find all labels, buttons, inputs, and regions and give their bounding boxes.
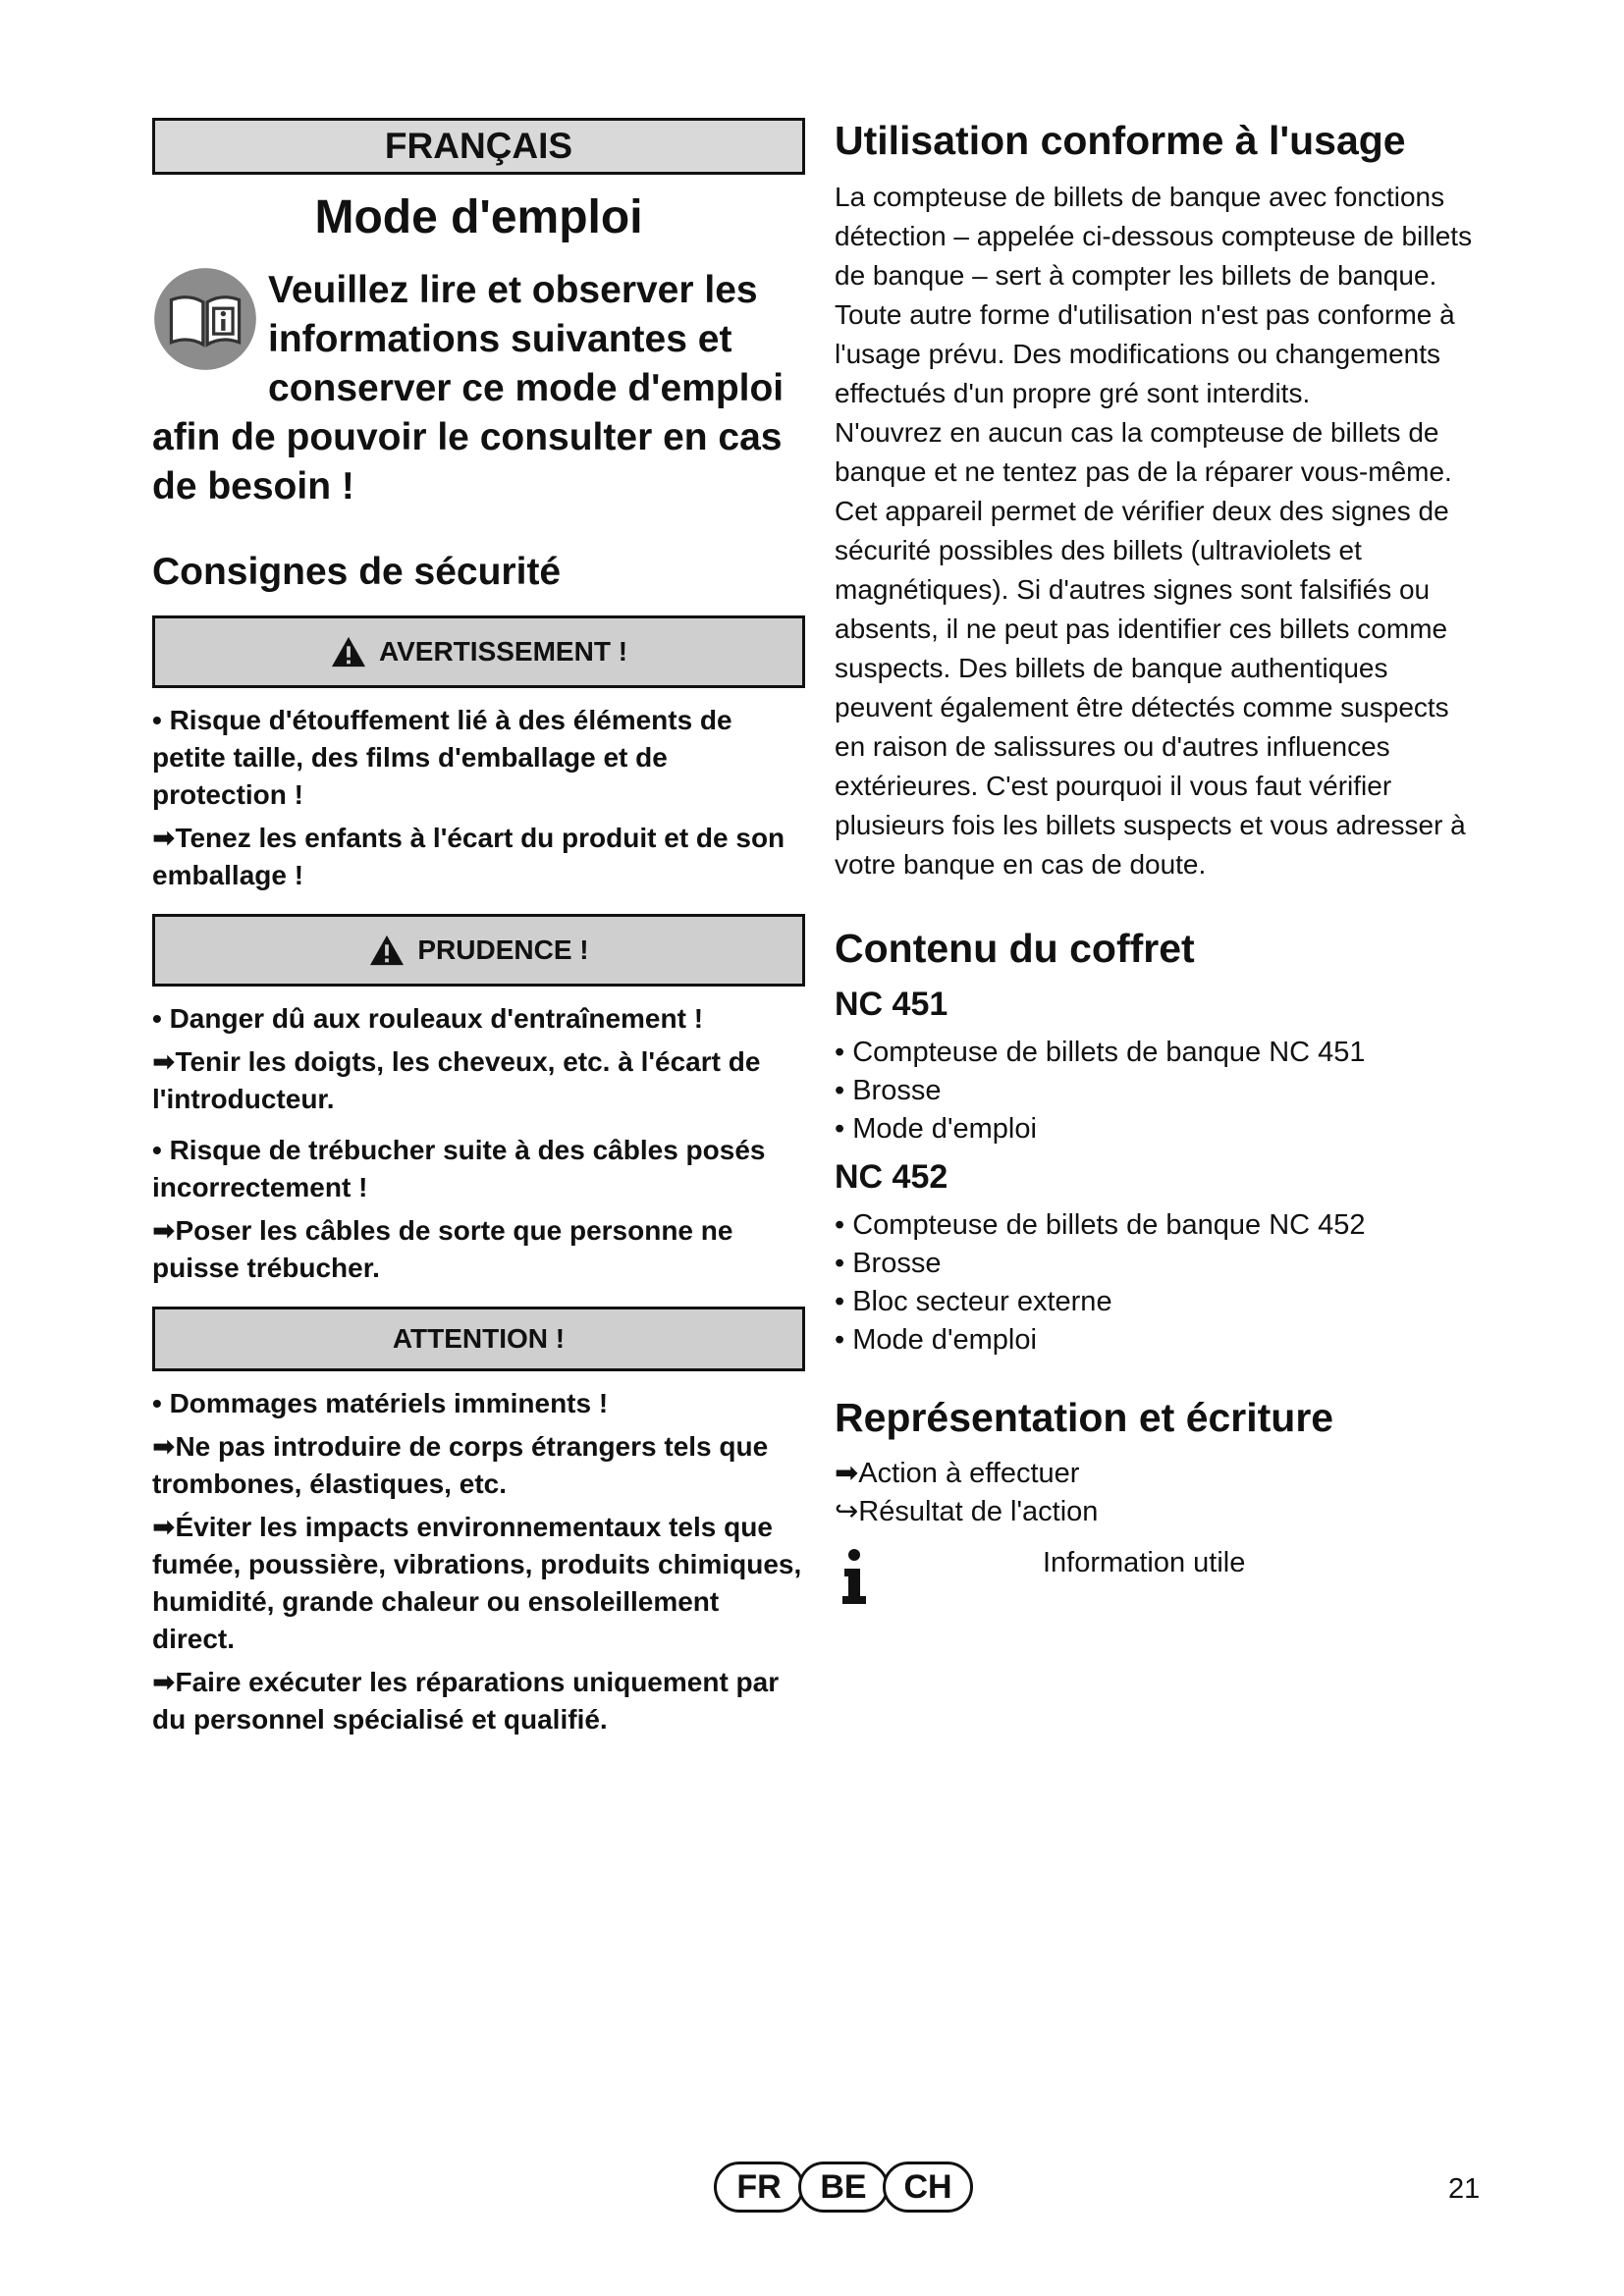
attention-item: • Dommages matériels imminents ! [152, 1388, 609, 1418]
country-badges [714, 2162, 967, 2213]
attention-label: ATTENTION ! [392, 1323, 566, 1354]
warning-item: • Risque d'étouffement lié à des éléments de petite taille, des films d'emballage et de protection ! [152, 705, 732, 810]
list-item: • Brosse [835, 1248, 942, 1279]
warning-label: AVERTISSEMENT ! [378, 636, 628, 667]
caution-label: PRUDENCE ! [417, 934, 589, 965]
contents-title: Contenu du coffret [835, 926, 1195, 971]
info-icon [835, 1547, 874, 1606]
caution-header [152, 914, 805, 987]
list-item: • Compteuse de billets de banque NC 452 [835, 1209, 1366, 1241]
left-column [152, 118, 805, 1738]
read-manual-icon [152, 266, 258, 372]
warning-action: ➡Tenez les enfants à l'écart du produit et de son emballage ! [152, 823, 785, 890]
list-item: • Mode d'emploi [835, 1113, 1037, 1145]
representation-title: Représentation et écriture [835, 1395, 1334, 1440]
attention-action: ➡Ne pas introduire de corps étrangers tels que trombones, élastiques, etc. [152, 1431, 769, 1499]
language-label: FRANÇAIS [384, 126, 573, 166]
country-badge: BE [798, 2162, 889, 2213]
language-header [152, 118, 805, 175]
attention-action: ➡Faire exécuter les réparations uniquement par du personnel spécialisé et qualifié. [152, 1667, 780, 1735]
usage-paragraph: La compteuse de billets de banque avec fonctions détection – appelée ci-dessous compteuse de billets de banque – sert à compter les billets de banque. Toute autre forme d'utilisation n'est pas conforme à l'usage prévu. Des modifications ou changements effectués d'un propre gré sont interdits. [835, 182, 1473, 408]
usage-title: Utilisation conforme à l'usage [835, 118, 1406, 163]
safety-title: Consignes de sécurité [152, 551, 562, 593]
page-title: Mode d'emploi [314, 191, 643, 243]
warning-triangle-icon [368, 934, 406, 967]
intro-notice [152, 266, 805, 511]
list-item: • Brosse [835, 1075, 942, 1106]
caution-item: • Risque de trébucher suite à des câbles posés incorrectement ! [152, 1135, 766, 1202]
caution-action: ➡Poser les câbles de sorte que personne ne puisse trébucher. [152, 1215, 733, 1283]
nc452-title: NC 452 [835, 1158, 948, 1196]
list-item: • Bloc secteur externe [835, 1286, 1112, 1317]
country-badge: CH [883, 2162, 973, 2213]
action-legend: ➡Action à effectuer [835, 1458, 1080, 1489]
warning-triangle-icon [330, 635, 367, 668]
caution-action: ➡Tenir les doigts, les cheveux, etc. à l'écart de l'introducteur. [152, 1046, 761, 1114]
list-item: • Mode d'emploi [835, 1324, 1037, 1356]
caution-item: • Danger dû aux rouleaux d'entraînement ! [152, 1003, 704, 1034]
result-legend: ↪Résultat de l'action [835, 1496, 1099, 1527]
list-item: • Compteuse de billets de banque NC 451 [835, 1037, 1366, 1068]
info-legend [835, 1547, 1483, 1606]
country-badge: FR [714, 2162, 804, 2213]
attention-header [152, 1307, 805, 1371]
info-text: Information utile [1043, 1547, 1246, 1578]
intro-text: Veuillez lire et observer les informations suivantes et conserver ce mode d'emploi afin de pouvoir le consulter en cas de besoin ! [152, 269, 785, 507]
usage-paragraph: Cet appareil permet de vérifier deux des signes de sécurité possibles des billets (ultraviolets et magnétiques). Si d'autres signes sont falsifiés ou absents, il ne peut pas identifier ces billets comme suspects. Des billets de banque authentiques peuvent également être détectés comme suspects en raison de salissures ou d'autres influences extérieures. C'est pourquoi il vous faut vérifier plusieurs fois les billets suspects et vous adresser à votre banque en cas de doute. [835, 496, 1466, 880]
warning-header [152, 615, 805, 688]
usage-paragraph: N'ouvrez en aucun cas la compteuse de billets de banque et ne tentez pas de la réparer vous-même. [835, 417, 1452, 487]
nc451-title: NC 451 [835, 986, 948, 1023]
page-number: 21 [1448, 2173, 1481, 2205]
right-column [835, 118, 1483, 1606]
attention-action: ➡Éviter les impacts environnementaux tels que fumée, poussière, vibrations, produits chimiques, humidité, grande chaleur ou ensoleillement direct. [152, 1512, 802, 1654]
